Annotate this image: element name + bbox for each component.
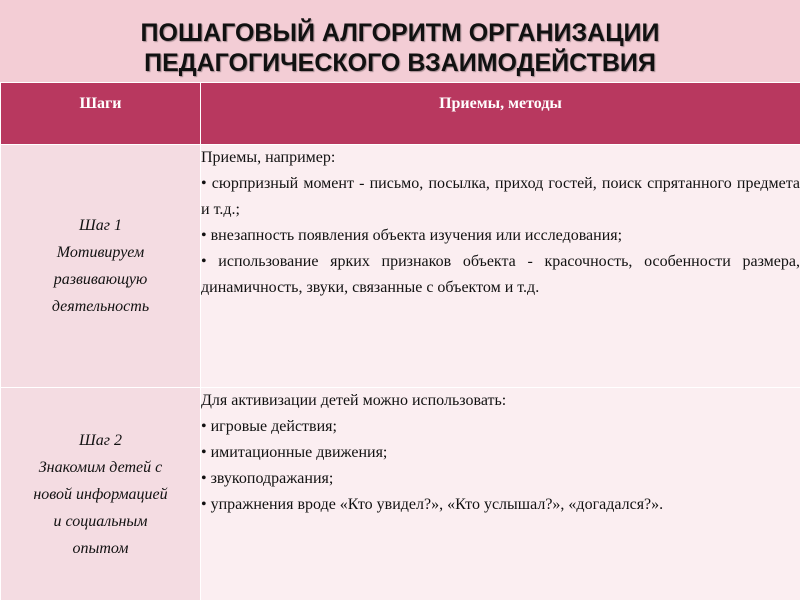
step-cell (1, 388, 201, 600)
methods-item: • упражнения вроде «Кто увидел?», «Кто услышал?», «догадался?». (201, 496, 664, 513)
step-title-line: опытом (72, 539, 129, 557)
step-title-line: деятельность (51, 298, 150, 315)
methods-item: • сюрпризный момент - письмо, посылка, приход гостей, поиск спрятанного предмета и т.д.; (201, 175, 800, 218)
table-row (1, 145, 800, 388)
methods-intro: Для активизации детей можно использовать: (201, 392, 507, 409)
steps-table (0, 82, 800, 600)
step-title-line: новой информацией (33, 485, 168, 503)
methods-cell (201, 388, 800, 600)
methods-item: • игровые действия; (201, 418, 337, 435)
methods-item: • использование ярких признаков объекта - красочность, особенности размера, динамичность, звуки, связанные с объектом и т.д. (201, 253, 800, 296)
title-line-2: ПЕДАГОГИЧЕСКОГО ВЗАИМОДЕЙСТВИЯ (144, 49, 656, 77)
step-title-line: Знакомим детей с (38, 458, 163, 476)
title-banner (0, 0, 800, 83)
header-steps: Шаги (1, 83, 201, 145)
page-title (0, 18, 800, 78)
step-title-line: Мотивируем (56, 244, 145, 261)
methods-item: • звукоподражания; (201, 470, 334, 487)
header-methods: Приемы, методы (201, 83, 800, 145)
methods-item: • внезапность появления объекта изучения или исследования; (201, 227, 623, 244)
methods-cell (201, 145, 800, 388)
table-row (1, 388, 800, 600)
step-number: Шаг 2 (79, 431, 122, 449)
methods-item: • имитационные движения; (201, 444, 388, 461)
step-title-line: развивающую (53, 271, 148, 288)
step-number: Шаг 1 (79, 217, 122, 234)
step-cell (1, 145, 201, 388)
table-header-row (1, 83, 800, 145)
methods-intro: Приемы, например: (201, 149, 336, 166)
step-title-line: и социальным (53, 512, 148, 530)
title-line-1: ПОШАГОВЫЙ АЛГОРИТМ ОРГАНИЗАЦИИ (140, 19, 660, 47)
